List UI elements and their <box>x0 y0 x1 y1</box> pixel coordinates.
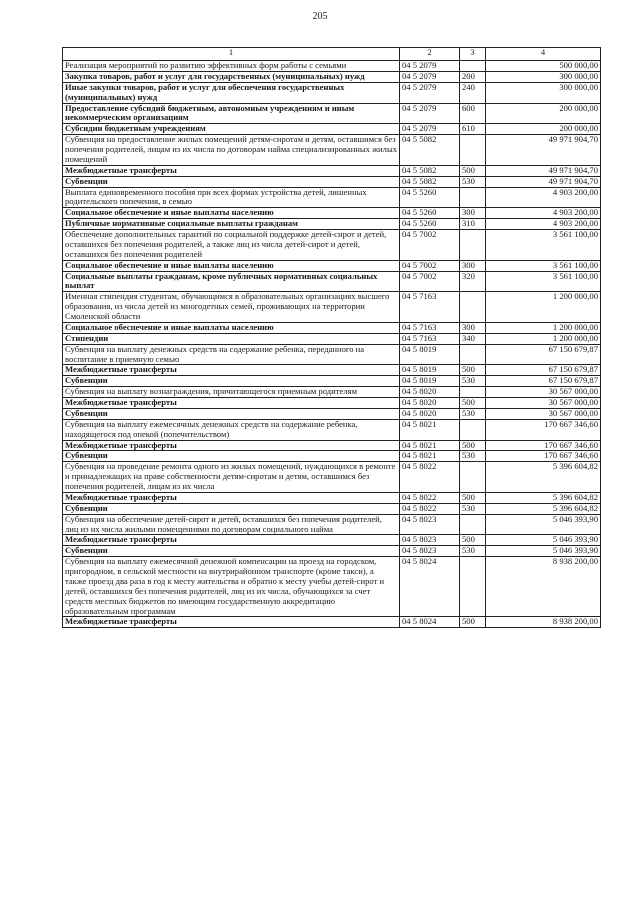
row-vr-cell <box>460 292 486 323</box>
row-csr-cell: 04 5 2079 <box>400 71 460 82</box>
row-csr-cell: 04 5 5082 <box>400 165 460 176</box>
row-vr-cell: 530 <box>460 376 486 387</box>
table-row <box>63 492 601 503</box>
row-sum-cell: 30 567 000,00 <box>486 408 601 419</box>
row-name-cell: Субвенция на выплату ежемесячных денежных средств на содержание ребенка, находящегося под опекой (попечительством) <box>63 419 400 440</box>
row-sum-cell: 3 561 100,00 <box>486 271 601 292</box>
row-name-cell: Социальное обеспечение и иные выплаты населению <box>63 260 400 271</box>
header-col-sum: 4 <box>486 48 601 61</box>
row-sum-cell: 1 200 000,00 <box>486 292 601 323</box>
row-sum-cell: 5 396 604,82 <box>486 462 601 493</box>
table-row <box>63 546 601 557</box>
row-vr-cell: 300 <box>460 322 486 333</box>
row-csr-cell: 04 5 2079 <box>400 82 460 103</box>
table-row <box>63 219 601 230</box>
row-vr-cell: 300 <box>460 260 486 271</box>
row-csr-cell: 04 5 8019 <box>400 344 460 365</box>
row-name-cell: Субвенция на проведение ремонта одного из жилых помещений, нуждающихся в ремонте и принадлежащих на праве собственности детям-сиротам и детям, оставшимся без попечения родителей, лицам из их числа <box>63 462 400 493</box>
row-sum-cell: 300 000,00 <box>486 71 601 82</box>
row-csr-cell: 04 5 8021 <box>400 451 460 462</box>
table-row <box>63 103 601 124</box>
row-csr-cell: 04 5 5260 <box>400 219 460 230</box>
row-vr-cell <box>460 135 486 166</box>
row-name-cell: Субвенции <box>63 376 400 387</box>
row-name-cell: Обеспечение дополнительных гарантий по социальной поддержке детей-сирот и детей, оставшихся без попечения родителей, а также лиц из числа детей-сирот и детей, оставшихся без попечения родителей <box>63 230 400 261</box>
row-name-cell: Субвенция на предоставление жилых помещений детям-сиротам и детям, оставшимся без попечения родителей, лицам из их числа по договорам найма специализированных жилых помещений <box>63 135 400 166</box>
table-row <box>63 514 601 535</box>
table-row <box>63 557 601 617</box>
table-row <box>63 165 601 176</box>
table-row <box>63 208 601 219</box>
row-vr-cell: 200 <box>460 71 486 82</box>
budget-table <box>62 47 601 628</box>
row-name-cell: Субвенции <box>63 503 400 514</box>
row-csr-cell: 04 5 8021 <box>400 419 460 440</box>
row-csr-cell: 04 5 8022 <box>400 492 460 503</box>
row-vr-cell: 340 <box>460 333 486 344</box>
row-sum-cell: 49 971 904,70 <box>486 135 601 166</box>
row-vr-cell <box>460 557 486 617</box>
row-csr-cell: 04 5 5260 <box>400 187 460 208</box>
row-csr-cell: 04 5 7002 <box>400 260 460 271</box>
row-sum-cell: 5 046 393,90 <box>486 535 601 546</box>
row-sum-cell: 170 667 346,60 <box>486 440 601 451</box>
row-name-cell: Социальное обеспечение и иные выплаты населению <box>63 322 400 333</box>
table-row <box>63 61 601 72</box>
row-sum-cell: 49 971 904,70 <box>486 165 601 176</box>
table-row <box>63 260 601 271</box>
table-row <box>63 503 601 514</box>
row-csr-cell: 04 5 5082 <box>400 176 460 187</box>
row-name-cell: Межбюджетные трансферты <box>63 165 400 176</box>
row-name-cell: Закупка товаров, работ и услуг для государственных (муниципальных) нужд <box>63 71 400 82</box>
row-sum-cell: 1 200 000,00 <box>486 322 601 333</box>
row-name-cell: Субвенция на обеспечение детей-сирот и детей, оставшихся без попечения родителей, лиц из их числа жилыми помещениями по договорам социального найма <box>63 514 400 535</box>
row-csr-cell: 04 5 8023 <box>400 535 460 546</box>
table-row <box>63 419 601 440</box>
row-name-cell: Субвенция на выплату денежных средств на содержание ребенка, переданного на воспитание в приемную семью <box>63 344 400 365</box>
row-sum-cell: 5 396 604,82 <box>486 492 601 503</box>
row-sum-cell: 67 150 679,87 <box>486 344 601 365</box>
table-row <box>63 398 601 409</box>
row-sum-cell: 5 046 393,90 <box>486 546 601 557</box>
row-vr-cell <box>460 514 486 535</box>
row-name-cell: Субвенции <box>63 408 400 419</box>
table-row <box>63 440 601 451</box>
row-vr-cell <box>460 462 486 493</box>
row-sum-cell: 4 903 200,00 <box>486 187 601 208</box>
row-name-cell: Именная стипендия студентам, обучающимся в образовательных организациях высшего образования, из числа детей из многодетных семей, проживающих на территории Смоленской области <box>63 292 400 323</box>
row-name-cell: Межбюджетные трансферты <box>63 398 400 409</box>
table-row <box>63 408 601 419</box>
table-row <box>63 82 601 103</box>
row-name-cell: Межбюджетные трансферты <box>63 492 400 503</box>
row-csr-cell: 04 5 8019 <box>400 376 460 387</box>
row-name-cell: Субвенция на выплату вознаграждения, причитающегося приемным родителям <box>63 387 400 398</box>
row-vr-cell <box>460 387 486 398</box>
row-name-cell: Межбюджетные трансферты <box>63 365 400 376</box>
row-csr-cell: 04 5 8023 <box>400 546 460 557</box>
table-row <box>63 230 601 261</box>
row-csr-cell: 04 5 7002 <box>400 230 460 261</box>
row-name-cell: Субвенции <box>63 451 400 462</box>
table-row <box>63 135 601 166</box>
row-vr-cell: 530 <box>460 176 486 187</box>
row-sum-cell: 67 150 679,87 <box>486 365 601 376</box>
row-vr-cell: 500 <box>460 398 486 409</box>
row-sum-cell: 67 150 679,87 <box>486 376 601 387</box>
table-header <box>63 48 601 61</box>
row-sum-cell: 3 561 100,00 <box>486 260 601 271</box>
row-sum-cell: 8 938 200,00 <box>486 617 601 628</box>
row-name-cell: Стипендии <box>63 333 400 344</box>
row-vr-cell: 530 <box>460 408 486 419</box>
row-sum-cell: 1 200 000,00 <box>486 333 601 344</box>
row-sum-cell: 30 567 000,00 <box>486 387 601 398</box>
row-csr-cell: 04 5 8020 <box>400 408 460 419</box>
row-vr-cell: 500 <box>460 492 486 503</box>
table-row <box>63 451 601 462</box>
row-vr-cell: 530 <box>460 451 486 462</box>
row-sum-cell: 500 000,00 <box>486 61 601 72</box>
row-vr-cell: 530 <box>460 503 486 514</box>
row-vr-cell: 500 <box>460 365 486 376</box>
row-name-cell: Субвенция на выплату ежемесячной денежной компенсации на проезд на городском, пригородном, в сельской местности на внутрирайонном транспорте (кроме такси), а также проезд два раза в год к месту жительства и обратно к месту учебы детей-сирот и детей, оставшихся без попечения родителей, лиц из их числа, обучающихся за счет средств местных бюджетов по имеющим государственную аккредитацию образовательным программам <box>63 557 400 617</box>
row-vr-cell <box>460 230 486 261</box>
row-name-cell: Выплата единовременного пособия при всех формах устройства детей, лишенных родительского попечения, в семью <box>63 187 400 208</box>
table-row <box>63 71 601 82</box>
row-name-cell: Межбюджетные трансферты <box>63 535 400 546</box>
row-vr-cell: 320 <box>460 271 486 292</box>
row-csr-cell: 04 5 7163 <box>400 322 460 333</box>
row-vr-cell: 310 <box>460 219 486 230</box>
row-csr-cell: 04 5 8020 <box>400 387 460 398</box>
page-number: 205 <box>312 11 328 22</box>
row-vr-cell: 500 <box>460 165 486 176</box>
table-row <box>63 124 601 135</box>
row-sum-cell: 4 903 200,00 <box>486 219 601 230</box>
row-csr-cell: 04 5 2079 <box>400 103 460 124</box>
row-vr-cell: 240 <box>460 82 486 103</box>
row-name-cell: Межбюджетные трансферты <box>63 440 400 451</box>
row-vr-cell <box>460 61 486 72</box>
table-row <box>63 617 601 628</box>
table-row <box>63 462 601 493</box>
table-row <box>63 292 601 323</box>
table-row <box>63 344 601 365</box>
row-csr-cell: 04 5 8019 <box>400 365 460 376</box>
header-col-vr: 3 <box>460 48 486 61</box>
table-row <box>63 271 601 292</box>
row-vr-cell: 500 <box>460 440 486 451</box>
row-csr-cell: 04 5 5260 <box>400 208 460 219</box>
header-col-name: 1 <box>63 48 400 61</box>
table-row <box>63 333 601 344</box>
row-csr-cell: 04 5 8022 <box>400 462 460 493</box>
row-sum-cell: 300 000,00 <box>486 82 601 103</box>
row-name-cell: Социальные выплаты гражданам, кроме публичных нормативных социальных выплат <box>63 271 400 292</box>
table-row <box>63 322 601 333</box>
row-name-cell: Субсидии бюджетным учреждениям <box>63 124 400 135</box>
row-sum-cell: 5 046 393,90 <box>486 514 601 535</box>
row-sum-cell: 8 938 200,00 <box>486 557 601 617</box>
table-row <box>63 187 601 208</box>
row-vr-cell: 300 <box>460 208 486 219</box>
row-vr-cell: 610 <box>460 124 486 135</box>
row-vr-cell: 530 <box>460 546 486 557</box>
table-row <box>63 365 601 376</box>
row-sum-cell: 170 667 346,60 <box>486 419 601 440</box>
row-csr-cell: 04 5 2079 <box>400 61 460 72</box>
row-name-cell: Реализация мероприятий по развитию эффективных форм работы с семьями <box>63 61 400 72</box>
table-row <box>63 535 601 546</box>
row-vr-cell <box>460 187 486 208</box>
row-csr-cell: 04 5 5082 <box>400 135 460 166</box>
row-sum-cell: 5 396 604,82 <box>486 503 601 514</box>
table-body <box>63 61 601 628</box>
row-sum-cell: 170 667 346,60 <box>486 451 601 462</box>
header-row <box>63 48 601 61</box>
row-csr-cell: 04 5 7002 <box>400 271 460 292</box>
row-csr-cell: 04 5 8024 <box>400 557 460 617</box>
row-csr-cell: 04 5 8022 <box>400 503 460 514</box>
row-csr-cell: 04 5 8023 <box>400 514 460 535</box>
row-sum-cell: 30 567 000,00 <box>486 398 601 409</box>
row-csr-cell: 04 5 8024 <box>400 617 460 628</box>
table-row <box>63 376 601 387</box>
row-vr-cell: 600 <box>460 103 486 124</box>
table-row <box>63 176 601 187</box>
row-vr-cell: 500 <box>460 617 486 628</box>
row-name-cell: Межбюджетные трансферты <box>63 617 400 628</box>
row-csr-cell: 04 5 8020 <box>400 398 460 409</box>
row-name-cell: Социальное обеспечение и иные выплаты населению <box>63 208 400 219</box>
row-sum-cell: 3 561 100,00 <box>486 230 601 261</box>
row-name-cell: Предоставление субсидий бюджетным, автономным учреждениям и иным некоммерческим организациям <box>63 103 400 124</box>
row-csr-cell: 04 5 7163 <box>400 333 460 344</box>
row-sum-cell: 4 903 200,00 <box>486 208 601 219</box>
row-sum-cell: 49 971 904,70 <box>486 176 601 187</box>
row-sum-cell: 200 000,00 <box>486 124 601 135</box>
row-csr-cell: 04 5 8021 <box>400 440 460 451</box>
row-vr-cell <box>460 344 486 365</box>
table-row <box>63 387 601 398</box>
row-name-cell: Публичные нормативные социальные выплаты гражданам <box>63 219 400 230</box>
row-name-cell: Субвенции <box>63 176 400 187</box>
row-csr-cell: 04 5 7163 <box>400 292 460 323</box>
row-vr-cell <box>460 419 486 440</box>
row-name-cell: Иные закупки товаров, работ и услуг для обеспечения государственных (муниципальных) нужд <box>63 82 400 103</box>
row-csr-cell: 04 5 2079 <box>400 124 460 135</box>
row-name-cell: Субвенции <box>63 546 400 557</box>
row-sum-cell: 200 000,00 <box>486 103 601 124</box>
header-col-csr: 2 <box>400 48 460 61</box>
row-vr-cell: 500 <box>460 535 486 546</box>
